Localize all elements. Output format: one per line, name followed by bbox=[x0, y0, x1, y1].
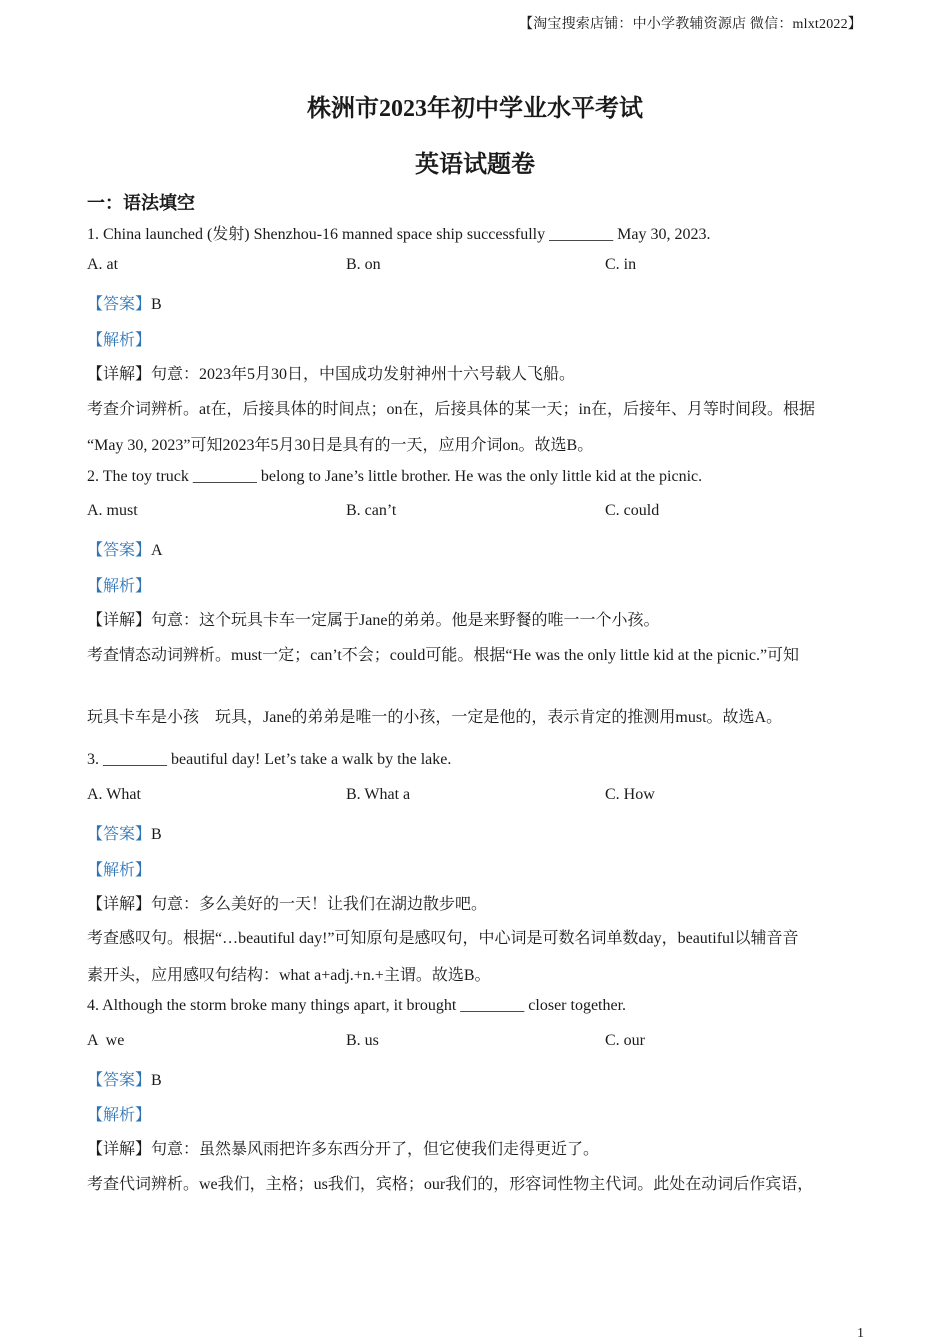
answer-line bbox=[87, 1067, 162, 1090]
option-a: A. What bbox=[87, 786, 141, 803]
option-c: C. in bbox=[605, 256, 637, 273]
detail-text: 句意：多么美好的一天！让我们在湖边散步吧。 bbox=[151, 896, 488, 913]
answer-tag: 【答案】 bbox=[87, 1072, 152, 1089]
analysis-tag: 【解析】 bbox=[87, 332, 152, 349]
answer-line bbox=[87, 821, 162, 844]
explanation-line: 考查情态动词辨析。must一定；can’t不会；could可能。根据“He was the only little kid at the picnic.”可知 bbox=[87, 647, 800, 664]
option-c: C. our bbox=[605, 1032, 645, 1049]
detail-text: 句意：2023年5月30日，中国成功发射神州十六号载人飞船。 bbox=[151, 366, 576, 383]
question-stem: 2. The toy truck ________ belong to Jane’s little brother. He was the only little kid at the picnic. bbox=[87, 468, 703, 485]
detail-text: 句意：这个玩具卡车一定属于Jane的弟弟。他是来野餐的唯一一个小孩。 bbox=[151, 612, 660, 629]
detail-line bbox=[87, 607, 659, 630]
explanation-line: “May 30, 2023”可知2023年5月30日是具有的一天，应用介词on。故选B。 bbox=[87, 437, 594, 454]
option-b: B. on bbox=[346, 256, 381, 273]
option-b: B. us bbox=[346, 1032, 379, 1049]
analysis-tag: 【解析】 bbox=[87, 1107, 152, 1124]
explanation-line: 考查介词辨析。at在，后接具体的时间点；on在，后接具体的某一天；in在，后接年、月等时间段。根据 bbox=[87, 401, 815, 418]
explanation-line: 考查代词辨析。we我们，主格；us我们，宾格；our我们的，形容词性物主代词。此处在动词后作宾语， bbox=[87, 1176, 814, 1193]
question-stem: 4. Although the storm broke many things apart, it brought ________ closer together. bbox=[87, 997, 627, 1014]
detail-line bbox=[87, 1136, 599, 1159]
detail-tag: 【详解】 bbox=[87, 612, 152, 629]
detail-text: 句意：虽然暴风雨把许多东西分开了，但它使我们走得更近了。 bbox=[151, 1141, 600, 1158]
explanation-line: 玩具卡车是小孩 玩具，Jane的弟弟是唯一的小孩，一定是他的，表示肯定的推测用must。故选A。 bbox=[87, 709, 783, 726]
answer-line bbox=[87, 537, 163, 560]
analysis-tag: 【解析】 bbox=[87, 862, 152, 879]
answer-line bbox=[87, 291, 162, 314]
detail-line bbox=[87, 361, 575, 384]
explanation-line: 素开头，应用感叹句结构：what a+adj.+n.+主谓。故选B。 bbox=[87, 967, 491, 984]
answer-value: A bbox=[151, 542, 163, 559]
answer-tag: 【答案】 bbox=[87, 826, 152, 843]
answer-value: B bbox=[151, 826, 162, 843]
option-a: A. must bbox=[87, 502, 138, 519]
page-number: 1 bbox=[857, 1326, 864, 1341]
detail-tag: 【详解】 bbox=[87, 896, 152, 913]
page-title: 株洲市2023年初中学业水平考试 bbox=[307, 96, 643, 122]
option-a: A we bbox=[87, 1032, 125, 1049]
explanation-line: 考查感叹句。根据“…beautiful day!”可知原句是感叹句，中心词是可数名词单数day，beautiful以辅音音 bbox=[87, 930, 799, 947]
option-b: B. What a bbox=[346, 786, 411, 803]
page-subtitle: 英语试题卷 bbox=[415, 152, 535, 178]
answer-tag: 【答案】 bbox=[87, 542, 152, 559]
header-note: 【淘宝搜索店铺：中小学教辅资源店 微信：mlxt2022】 bbox=[519, 17, 862, 32]
detail-line bbox=[87, 891, 487, 914]
answer-tag: 【答案】 bbox=[87, 296, 152, 313]
answer-value: B bbox=[151, 1072, 162, 1089]
option-c: C. could bbox=[605, 502, 660, 519]
answer-value: B bbox=[151, 296, 162, 313]
analysis-tag: 【解析】 bbox=[87, 578, 152, 595]
section-title: 一：语法填空 bbox=[87, 193, 195, 213]
detail-tag: 【详解】 bbox=[87, 366, 152, 383]
question-stem: 1. China launched (发射) Shenzhou-16 manned space ship successfully ________ May 30, 2023. bbox=[87, 226, 711, 243]
detail-tag: 【详解】 bbox=[87, 1141, 152, 1158]
question-stem: 3. ________ beautiful day! Let’s take a walk by the lake. bbox=[87, 751, 452, 768]
option-c: C. How bbox=[605, 786, 655, 803]
option-b: B. can’t bbox=[346, 502, 397, 519]
option-a: A. at bbox=[87, 256, 119, 273]
